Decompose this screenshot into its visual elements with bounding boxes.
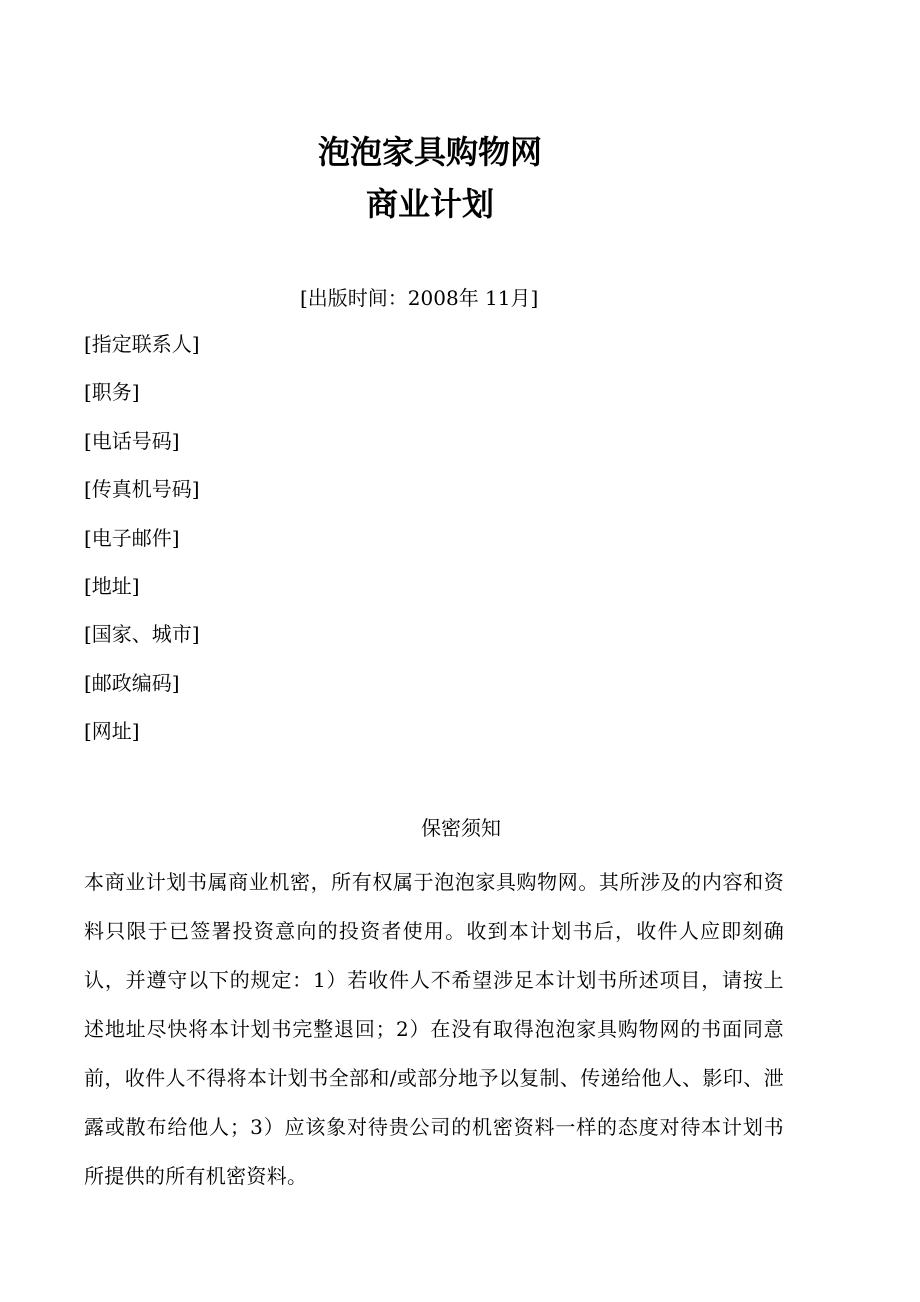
contact-fields-list [84, 330, 200, 766]
document-title-plan: 商业计划 [365, 185, 494, 223]
contact-field-address: [地址] [84, 573, 140, 598]
confidentiality-heading: 保密须知 [421, 816, 501, 840]
contact-field-country-city: [国家、城市] [84, 622, 200, 647]
confidentiality-body: 本商业计划书属商业机密，所有权属于泡泡家具购物网。其所涉及的内容和资料只限于已签署投资意向的投资者使用。收到本计划书后，收件人应即刻确认，并遵守以下的规定：1）若收件人不希望涉足本计划书所述项目，请按上述地址尽快将本计划书完整退回；2）在没有取得泡泡家具购物网的书面同意前，收件人不得将本计划书全部和/或部分地予以复制、传递给他人、影印、泄露或散布给他人；3）应该象对待贵公司的机密资料一样的态度对待本计划书所提供的所有机密资料。 [84, 870, 784, 1188]
contact-field-email: [电子邮件] [84, 525, 180, 550]
publish-date: [出版时间：2008年 11月] [300, 286, 539, 310]
contact-field-position: [职务] [84, 380, 140, 405]
contact-field-phone: [电话号码] [84, 428, 180, 453]
contact-field-contact-person: [指定联系人] [84, 332, 200, 356]
document-title-company: 泡泡家具购物网 [317, 133, 542, 171]
contact-field-fax: [传真机号码] [84, 477, 200, 502]
contact-field-website: [网址] [84, 719, 140, 744]
contact-field-postal-code: [邮政编码] [84, 670, 180, 695]
